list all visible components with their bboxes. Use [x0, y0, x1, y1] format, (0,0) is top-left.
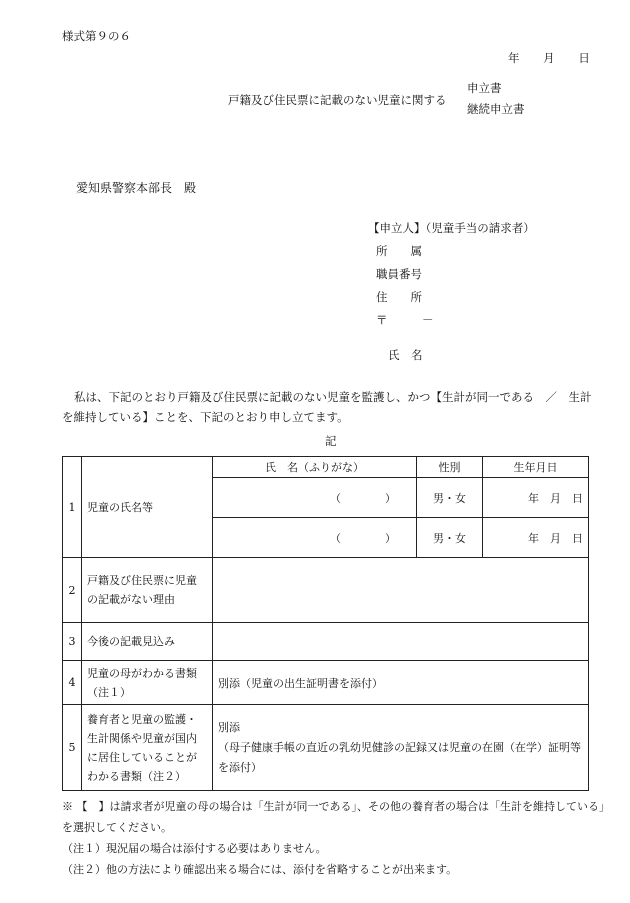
applicant-staff-number-label: 職員番号 [376, 267, 422, 281]
row-number: 2 [63, 558, 82, 623]
header-name: 氏 名（ふりがな） [213, 457, 417, 478]
title-subject: 戸籍及び住民票に記載のない児童に関する [228, 93, 447, 107]
row-number: 1 [63, 457, 82, 558]
custody-document-line-2: （母子健康手帳の直近の乳幼児健診の記録又は児童の在園（在学）証明等を添付） [218, 740, 581, 774]
child-info-table [62, 456, 589, 791]
sex-cell: 男・女 [417, 478, 483, 518]
mother-document-cell: 別添（児童の出生証明書を添付） [213, 661, 589, 705]
form-number: 様式第９の６ [62, 29, 131, 43]
note-2: （注２）他の方法により確認出来る場合には、添付を省略することが出来ます。 [62, 863, 458, 876]
date-month: 月 [543, 51, 555, 65]
note-asterisk: ※ 【 】は請求者が児童の母の場合は「生計が同一である」、その他の養育者の場合は「生計を維持している」を選択してください。 [62, 800, 605, 834]
child-name-cell: （ ） [213, 478, 417, 518]
birth-cell: 年 月 日 [483, 478, 589, 518]
date-day: 日 [578, 51, 590, 65]
ki-heading: 記 [325, 434, 337, 448]
applicant-name-label: 氏 名 [388, 348, 423, 362]
row-label: 今後の記載見込み [82, 623, 213, 661]
row-label: 戸籍及び住民票に児童の記載がない理由 [82, 558, 213, 623]
outlook-cell [213, 623, 589, 661]
date-year: 年 [508, 51, 520, 65]
row-number: 5 [63, 705, 82, 791]
header-birth: 生年月日 [483, 457, 589, 478]
row-number: 4 [63, 661, 82, 705]
row-label: 児童の母がわかる書類（注１） [82, 661, 213, 705]
title-kind-application: 申立書 [467, 81, 502, 95]
title-kind-continuation: 継続申立書 [467, 102, 525, 116]
child-name-cell: （ ） [213, 518, 417, 558]
date-line [508, 50, 590, 66]
custody-document-line-1: 別添 [218, 720, 240, 734]
applicant-postal-code: 〒 － [376, 313, 434, 327]
addressee: 愛知県警察本部長 殿 [76, 181, 197, 195]
applicant-affiliation-label: 所 属 [376, 244, 422, 258]
statement: 私は、下記のとおり戸籍及び住民票に記載のない児童を監護し、かつ【生計が同一である ／ 生計を維持している】ことを、下記のとおり申し立てます。 [62, 390, 592, 424]
applicant-block [368, 217, 535, 332]
row-label: 養育者と児童の監護・生計関係や児童が国内に居住していることがわかる書類（注２） [82, 705, 213, 791]
sex-cell: 男・女 [417, 518, 483, 558]
applicant-header: 【申立人】（児童手当の請求者） [368, 221, 535, 235]
reason-cell [213, 558, 589, 623]
note-1: （注１）現況届の場合は添付する必要はありません。 [62, 842, 327, 855]
row-label: 児童の氏名等 [82, 457, 213, 558]
notes-block [62, 796, 607, 880]
header-sex: 性別 [417, 457, 483, 478]
custody-document-cell [213, 705, 589, 791]
applicant-address-label: 住 所 [376, 290, 422, 304]
birth-cell: 年 月 日 [483, 518, 589, 558]
row-number: 3 [63, 623, 82, 661]
